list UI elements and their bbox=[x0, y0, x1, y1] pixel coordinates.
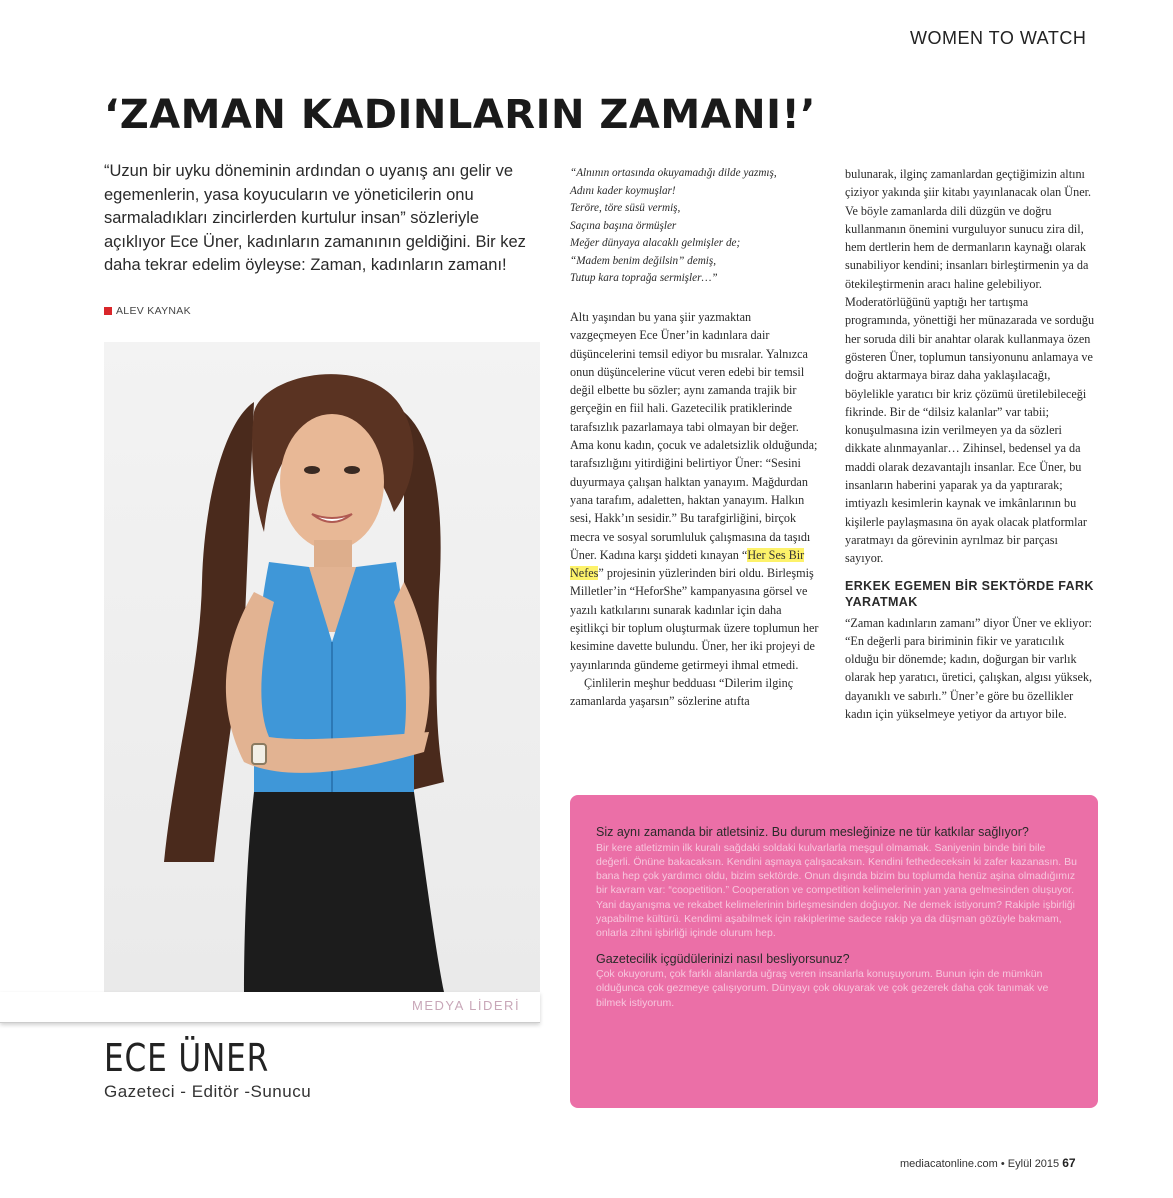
headline: ‘ZAMAN KADINLARIN ZAMANI!’ bbox=[104, 92, 816, 138]
lead-paragraph bbox=[104, 160, 540, 278]
page-number: 67 bbox=[1062, 1156, 1076, 1170]
lead-text: “Uzun bir uyku döneminin ardından o uyanış anı gelir ve egemenlerin, yasa koyucuların ve yöneticilerin onu sarmaladıkları zincirlerden kurtulur insan” sözleriyle açıklıyor Ece Üner, kadınların zamanının geldiğini. Bir kez daha tekrar edelim öyleyse: Zaman, kadınların zamanı! bbox=[104, 162, 526, 274]
poem-line: “Alnının ortasında okuyamadığı dilde yazmış, bbox=[570, 167, 777, 179]
poem-line: Saçına başına örmüşler bbox=[570, 219, 677, 232]
body-text: ” projesinin yüzlerinden biri oldu. Birleşmiş Milletler’in “HeforShe” kampanyasına görsel ve yazılı katkılarını sunarak kadınlar için daha eşitlikçi bir toplum oluşturmak üzere toplumun her kesimine davette bulundu. Üner, her iki projeyi de yayınlarında gündeme getirmeyi ihmal etmedi. bbox=[570, 566, 819, 672]
author-marker-icon bbox=[104, 307, 112, 315]
poem-quote bbox=[570, 165, 820, 288]
footer-site: mediacatonline.com • Eylül 2015 bbox=[900, 1158, 1060, 1170]
poem-line: Tutup kara toprağa sermişler…” bbox=[570, 272, 718, 284]
section-label: WOMEN TO WATCH bbox=[910, 28, 1087, 48]
interview-answer: Çok okuyorum, çok farklı alanlarda uğraş veren insanlarla konuşuyorum. Bunun için de mümkün olduğunca çok gezmeye çalışıyorum. Dünyayı çok okuyarak ve çok gezerek daha çok tanımak ve bilmek istiyorum. bbox=[596, 968, 1049, 1009]
body-paragraph bbox=[570, 308, 820, 674]
author-name: ALEV KAYNAK bbox=[116, 305, 191, 317]
article-column-middle bbox=[570, 308, 820, 711]
body-paragraph: bulunarak, ilginç zamanlardan geçtiğimizin altını çiziyor yakında şiir kitabı yayınlanacak olan Üner. Ve böyle zamanlarda dili düzgün ve doğru kullanmanın önemini vurguluyor sunucu zira dil, hem dertlerin hem de dermanların kaynağı olarak sunabiliyor kendini; insanları birleştirmenin ya da ötekileştirmenin aracı haline gelebiliyor. Moderatörlüğünü yaptığı her tartışma programında, yönettiği her münazarada ve sorduğu her soruda dili bir anahtar olarak kullanmaya özen gösteren Üner, toplumun tansiyonunu anlamaya ve doğru aktarmaya biraz daha yaklaşılacağı, böylelikle yaratıcı bir kriz çözümü üretilebileceği fikrinde. Bir de “dilsiz kalanlar” var tabii; konuşulmasına izin verilmeyen ya da sözleri dikkate alınmayanlar… Zihinsel, bedensel ya da maddi olarak dezavantajlı insanlar. Ece Üner, bu insanların haberini yaparak ya da yaptırarak; imtiyazlı kesimlerin kaynak ve imkânlarının bu kişilerle paylaşmasına ön ayak olacak platformlar yaratmayı da görevinin ayrılmaz bir parçası sayıyor. bbox=[845, 167, 1095, 566]
poem-line: “Madem benim değilsin” demiş, bbox=[570, 254, 717, 267]
person-name: ECE ÜNER bbox=[104, 1036, 270, 1080]
portrait-illustration bbox=[104, 342, 540, 992]
highlighted-project-name: Her Ses Bir Nefes bbox=[570, 547, 805, 581]
person-role: Gazeteci - Editör -Sunucu bbox=[104, 1082, 312, 1101]
interview-answer: Bir kere atletizmin ilk kuralı sağdaki soldaki kulvarlarla meşgul olmamak. Saniyenin binde biri bile değerli. Önüne bakacaksın. Kendini aşmaya çalışacaksın. Kendini fethedeceksin ki zafer kazanasın. Bu bana hep çok yardımcı oldu, bizim sektörde. Onun dışında bizim bu toplumda henüz aşina olmadığımız bir kavram var: “coopetition.” Cooperation ve competition kelimelerinin yan yana gelmesinden oluşuyor. Yani dayanışma ve rekabet kelimelerinin birleşmesinden doğuyor. Ne demek istiyorum? Rakiple işbirliği yapabilme kültürü. Kendimi aşabilmek için rakiplerime sadece rakip ya da düşman gözüyle bakmam, onlarla zihni işbirliği içinde olurum hep. bbox=[596, 841, 1077, 940]
body-paragraph: “Zaman kadınların zamanı” diyor Üner ve ekliyor: “En değerli para biriminin fikir ve yaratıcılık olduğu bir dönemde; kadın, doğurgan bir varlık olarak hep yaratıcı, üretici, çalışkan, algısı yüksek, dayanıklı ve sabırlı.” Üner’e göre bu özellikler kadın için yükselmeye yetiyor da artıyor bile. bbox=[845, 615, 1093, 722]
poem-line: Meğer dünyaya alacaklı gelmişler de; bbox=[570, 237, 741, 249]
interview-content bbox=[596, 824, 1078, 1020]
photo-caption: MEDYA LİDERİ bbox=[412, 998, 521, 1013]
poem-line: Adını kader koymuşlar! bbox=[570, 184, 676, 197]
page-footer bbox=[900, 1156, 1076, 1170]
interview-question: Gazetecilik içgüdülerinizi nasıl besliyorsunuz? bbox=[596, 951, 850, 966]
body-text: Altı yaşından bu yana şiir yazmaktan vazgeçmeyen Ece Üner’in kadınlara dair düşüncelerini temsil ediyor bu mısralar. Yalnızca onun düşüncelerine vücut veren edebi bir temsil değil elbette bu sözler; aynı zamanda trajik bir gerçeğin en fiil hali. Gazetecilik pratiklerinde tarafsızlık pazarlamaya tabi olmayan bir değer. Ama konu kadın, çocuk ve adaletsizlik olduğunda; tarafsızlığını yitirdiğini belirtiyor Üner: “Sesini duyurmaya çalışan halktan yanayım. Mağdurdan yana tarafım, adaletten, haktan yanayım. Halkın sesi, Hakk’ın sesidir.” Bu tarafgirliğini, birçok mecra ve sosyal sorumluluk çalışmasına da taşıdı Üner. Kadına karşı şiddeti kınayan “ bbox=[570, 310, 818, 562]
section-subheading: ERKEK EGEMEN BİR SEKTÖRDE FARK YARATMAK bbox=[845, 578, 1094, 609]
poem-line: Teröre, töre süsü vermiş, bbox=[570, 202, 681, 214]
article-column-right bbox=[845, 165, 1095, 723]
portrait-photo bbox=[104, 342, 540, 992]
interview-question: Siz aynı zamanda bir atletsiniz. Bu durum mesleğinize ne tür katkılar sağlıyor? bbox=[596, 825, 1029, 839]
body-paragraph: Çinlilerin meşhur bedduası “Dilerim ilginç zamanlarda yaşarsın” sözlerine atıfta bbox=[570, 675, 794, 709]
author-byline bbox=[104, 305, 191, 317]
